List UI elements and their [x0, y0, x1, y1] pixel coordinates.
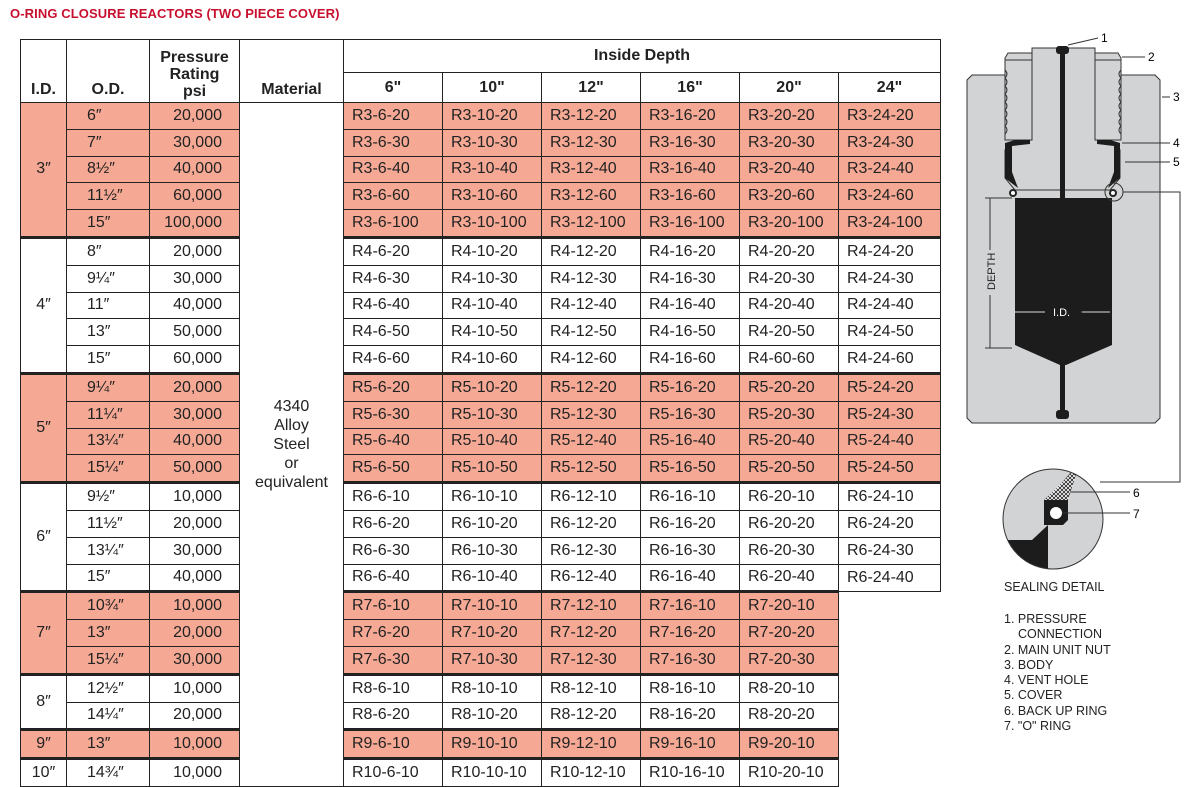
part-number-cell: R9-12-10: [542, 730, 641, 759]
header-depth-0: 6": [344, 73, 443, 103]
part-number-cell: R8-10-20: [443, 702, 542, 730]
part-number-cell: R8-12-10: [542, 674, 641, 702]
part-number-cell: R3-6-60: [344, 183, 443, 210]
part-number-cell: R3-20-100: [740, 210, 839, 238]
chamber: [1015, 198, 1112, 365]
part-number-cell: R5-10-30: [443, 401, 542, 428]
od-cell: 11¼″: [67, 401, 150, 428]
pressure-cell: 20,000: [150, 702, 240, 730]
part-number-cell: R3-20-30: [740, 129, 839, 156]
part-number-cell: R9-10-10: [443, 730, 542, 759]
od-cell: 11″: [67, 292, 150, 319]
part-number-cell: R7-20-20: [740, 620, 839, 647]
part-number-cell: R3-16-40: [641, 156, 740, 183]
legend: [1004, 612, 1111, 734]
part-number-cell: R6-16-20: [641, 510, 740, 537]
part-number-cell: R4-12-60: [542, 346, 641, 374]
od-cell: 13¼″: [67, 537, 150, 564]
part-number-cell: R4-6-60: [344, 346, 443, 374]
pressure-cell: 20,000: [150, 510, 240, 537]
part-number-cell: R4-12-40: [542, 292, 641, 319]
part-number-cell: R10-16-10: [641, 759, 740, 787]
id-cell: 7″: [21, 592, 67, 674]
part-number-cell: R5-10-50: [443, 455, 542, 483]
part-number-cell: R3-10-30: [443, 129, 542, 156]
part-number-cell: R3-6-30: [344, 129, 443, 156]
part-number-cell: R6-12-10: [542, 483, 641, 511]
part-number-cell: R5-20-50: [740, 455, 839, 483]
part-number-cell: R4-6-40: [344, 292, 443, 319]
header-depth-2: 12": [542, 73, 641, 103]
part-number-cell: R5-24-40: [839, 428, 941, 455]
part-number-cell: R4-6-20: [344, 237, 443, 265]
part-number-cell: R5-6-20: [344, 373, 443, 401]
part-number-cell: R4-10-60: [443, 346, 542, 374]
material-line: or: [284, 454, 299, 472]
od-cell: 13″: [67, 319, 150, 346]
part-number-cell: R3-12-100: [542, 210, 641, 238]
part-number-cell: R4-10-30: [443, 265, 542, 292]
callout-6: 6: [1133, 486, 1140, 500]
pressure-cell: 40,000: [150, 156, 240, 183]
legend-item: 2. MAIN UNIT NUT: [1004, 642, 1111, 657]
depth-label: DEPTH: [986, 252, 998, 290]
part-number-cell: R6-10-10: [443, 483, 542, 511]
material-line: Alloy: [274, 416, 309, 434]
pressure-cell: 10,000: [150, 759, 240, 787]
pressure-cell: 30,000: [150, 646, 240, 674]
part-number-cell: R3-12-30: [542, 129, 641, 156]
id-cell: 5″: [21, 373, 67, 482]
od-cell: 13″: [67, 730, 150, 759]
part-number-cell: R5-12-20: [542, 373, 641, 401]
header-inside-depth: Inside Depth: [344, 40, 941, 73]
legend-item: 1. PRESSURE: [1004, 612, 1087, 626]
part-number-cell: R5-20-30: [740, 401, 839, 428]
header-material: Material: [240, 40, 344, 103]
part-number-cell: R7-10-10: [443, 592, 542, 620]
part-number-cell: R4-16-50: [641, 319, 740, 346]
part-number-cell: R8-12-20: [542, 702, 641, 730]
part-number-cell: R3-24-60: [839, 183, 941, 210]
part-number-cell: R5-6-40: [344, 428, 443, 455]
callout-1: 1: [1101, 31, 1108, 45]
od-cell: 7″: [67, 129, 150, 156]
part-number-cell: R5-16-40: [641, 428, 740, 455]
pressure-cell: 10,000: [150, 483, 240, 511]
pressure-cell: 50,000: [150, 455, 240, 483]
part-number-cell: R6-24-20: [839, 510, 941, 537]
pressure-cell: 20,000: [150, 237, 240, 265]
pressure-cell: 60,000: [150, 183, 240, 210]
part-number-cell: R3-16-60: [641, 183, 740, 210]
pressure-cell: 10,000: [150, 674, 240, 702]
od-cell: 12½″: [67, 674, 150, 702]
header-pressure-line: psi: [182, 83, 207, 100]
od-cell: 15″: [67, 210, 150, 238]
part-number-cell: R4-20-20: [740, 237, 839, 265]
part-number-cell: R5-6-30: [344, 401, 443, 428]
header-depth-1: 10": [443, 73, 542, 103]
part-number-cell: R7-16-10: [641, 592, 740, 620]
legend-item: 5. COVER: [1004, 688, 1063, 703]
part-number-cell: R7-16-20: [641, 620, 740, 647]
pressure-cell: 10,000: [150, 592, 240, 620]
part-number-cell: R4-24-60: [839, 346, 941, 374]
od-cell: 9¼″: [67, 373, 150, 401]
part-number-cell: R6-12-20: [542, 510, 641, 537]
part-number-cell: R5-10-40: [443, 428, 542, 455]
pressure-cell: 50,000: [150, 319, 240, 346]
part-number-cell: R4-24-40: [839, 292, 941, 319]
part-number-cell: R7-10-30: [443, 646, 542, 674]
part-number-cell: R3-24-100: [839, 210, 941, 238]
part-number-cell: R3-10-40: [443, 156, 542, 183]
od-cell: 14¼″: [67, 702, 150, 730]
part-number-cell: R4-16-60: [641, 346, 740, 374]
od-cell: 9¼″: [67, 265, 150, 292]
pressure-cell: 30,000: [150, 265, 240, 292]
part-number-cell: R3-6-20: [344, 103, 443, 130]
od-cell: 11½″: [67, 510, 150, 537]
od-cell: 9½″: [67, 483, 150, 511]
part-number-cell: R8-6-10: [344, 674, 443, 702]
part-number-cell: R6-20-20: [740, 510, 839, 537]
part-number-cell: R5-6-50: [344, 455, 443, 483]
part-number-cell: R3-24-40: [839, 156, 941, 183]
id-cell: 8″: [21, 674, 67, 730]
part-number-cell: R3-12-60: [542, 183, 641, 210]
part-number-cell: R4-16-20: [641, 237, 740, 265]
pressure-cell: 20,000: [150, 103, 240, 130]
part-number-cell: R3-20-40: [740, 156, 839, 183]
part-number-cell: R7-6-20: [344, 620, 443, 647]
callout-3: 3: [1173, 90, 1180, 104]
part-number-cell: R7-12-20: [542, 620, 641, 647]
part-number-cell: R3-6-100: [344, 210, 443, 238]
part-number-cell: R5-20-20: [740, 373, 839, 401]
part-number-cell: R5-24-50: [839, 455, 941, 483]
pressure-cell: 30,000: [150, 401, 240, 428]
part-number-cell: R7-12-30: [542, 646, 641, 674]
part-number-cell: R3-12-40: [542, 156, 641, 183]
page-title: O-RING CLOSURE REACTORS (TWO PIECE COVER): [10, 6, 340, 21]
od-cell: 10¾″: [67, 592, 150, 620]
pressure-cell: 60,000: [150, 346, 240, 374]
pressure-cell: 10,000: [150, 730, 240, 759]
od-cell: 13″: [67, 620, 150, 647]
part-number-cell: R6-24-30: [839, 537, 941, 564]
material-line: 4340: [273, 397, 310, 415]
sealing-detail-icon: [1000, 462, 1120, 580]
part-number-cell: R3-10-100: [443, 210, 542, 238]
part-number-cell: R10-10-10: [443, 759, 542, 787]
part-number-cell: R6-10-20: [443, 510, 542, 537]
callout-7: 7: [1133, 507, 1140, 521]
part-number-cell: R4-10-40: [443, 292, 542, 319]
pressure-cell: 100,000: [150, 210, 240, 238]
part-number-cell: R5-16-20: [641, 373, 740, 401]
part-number-cell: R4-16-40: [641, 292, 740, 319]
part-number-cell: R4-6-30: [344, 265, 443, 292]
part-number-cell: R8-10-10: [443, 674, 542, 702]
part-number-cell: R4-10-50: [443, 319, 542, 346]
part-number-cell: R3-16-30: [641, 129, 740, 156]
part-number-cell: R6-24-10: [839, 483, 941, 511]
part-number-cell: R6-24-40: [839, 564, 941, 592]
legend-item: 3. BODY: [1004, 657, 1054, 672]
part-number-cell: R4-12-30: [542, 265, 641, 292]
od-cell: 15¼″: [67, 455, 150, 483]
part-number-cell: R6-6-40: [344, 564, 443, 592]
pressure-cell: 30,000: [150, 129, 240, 156]
part-number-cell: R6-20-40: [740, 564, 839, 592]
legend-item: 4. VENT HOLE: [1004, 673, 1089, 688]
part-number-cell: R10-6-10: [344, 759, 443, 787]
pressure-cell: 20,000: [150, 620, 240, 647]
header-depth-4: 20": [740, 73, 839, 103]
id-cell: 10″: [21, 759, 67, 787]
pressure-cell: 30,000: [150, 537, 240, 564]
part-number-cell: R3-6-40: [344, 156, 443, 183]
header-pressure-line: Rating: [169, 66, 220, 83]
part-number-cell: R3-12-20: [542, 103, 641, 130]
header-id: I.D.: [21, 40, 67, 103]
pressure-cell: 20,000: [150, 373, 240, 401]
part-number-cell: R8-20-10: [740, 674, 839, 702]
part-number-cell: R6-6-20: [344, 510, 443, 537]
part-number-cell: R4-60-60: [740, 346, 839, 374]
id-cell: 4″: [21, 237, 67, 373]
part-number-cell: R4-6-50: [344, 319, 443, 346]
part-number-cell: R5-24-30: [839, 401, 941, 428]
od-cell: 15″: [67, 564, 150, 592]
part-number-cell: R6-20-10: [740, 483, 839, 511]
id-cell: 9″: [21, 730, 67, 759]
part-number-cell: R6-10-40: [443, 564, 542, 592]
part-number-cell: R6-10-30: [443, 537, 542, 564]
header-depth-3: 16": [641, 73, 740, 103]
part-number-cell: R5-20-40: [740, 428, 839, 455]
part-number-cell: R4-24-30: [839, 265, 941, 292]
header-pressure-line: Pressure: [160, 49, 229, 66]
id-cell: 3″: [21, 103, 67, 238]
part-number-cell: R3-10-60: [443, 183, 542, 210]
part-number-cell: R7-12-10: [542, 592, 641, 620]
part-number-cell: R6-12-30: [542, 537, 641, 564]
od-cell: 13¼″: [67, 428, 150, 455]
od-cell: 8½″: [67, 156, 150, 183]
part-number-cell: R6-16-10: [641, 483, 740, 511]
part-number-cell: R6-6-10: [344, 483, 443, 511]
part-number-cell: R7-16-30: [641, 646, 740, 674]
part-number-cell: R7-20-30: [740, 646, 839, 674]
part-number-cell: R5-24-20: [839, 373, 941, 401]
part-number-cell: R4-24-50: [839, 319, 941, 346]
part-number-cell: R9-6-10: [344, 730, 443, 759]
od-cell: 15″: [67, 346, 150, 374]
part-number-cell: R4-20-50: [740, 319, 839, 346]
od-cell: 11½″: [67, 183, 150, 210]
od-cell: 8″: [67, 237, 150, 265]
part-number-cell: R4-10-20: [443, 237, 542, 265]
part-number-cell: R10-20-10: [740, 759, 839, 787]
part-number-cell: R7-6-10: [344, 592, 443, 620]
part-number-cell: R3-16-20: [641, 103, 740, 130]
part-number-cell: R4-16-30: [641, 265, 740, 292]
od-cell: 15¼″: [67, 646, 150, 674]
part-number-cell: R4-12-20: [542, 237, 641, 265]
pressure-cell: 40,000: [150, 292, 240, 319]
part-number-cell: R10-12-10: [542, 759, 641, 787]
part-number-cell: R5-12-50: [542, 455, 641, 483]
part-number-cell: R8-16-20: [641, 702, 740, 730]
part-number-cell: R9-16-10: [641, 730, 740, 759]
id-cell: 6″: [21, 483, 67, 592]
legend-item: 7. "O" RING: [1004, 719, 1072, 734]
part-number-cell: R3-16-100: [641, 210, 740, 238]
part-number-cell: R5-16-50: [641, 455, 740, 483]
part-number-cell: R5-12-30: [542, 401, 641, 428]
part-number-cell: R7-20-10: [740, 592, 839, 620]
part-number-cell: R6-12-40: [542, 564, 641, 592]
part-number-cell: R3-20-60: [740, 183, 839, 210]
part-number-cell: R3-20-20: [740, 103, 839, 130]
part-number-cell: R9-20-10: [740, 730, 839, 759]
part-number-cell: R3-10-20: [443, 103, 542, 130]
legend-item: 6. BACK UP RING: [1004, 703, 1108, 718]
legend-item: CONNECTION: [1018, 627, 1103, 642]
part-number-cell: R6-6-30: [344, 537, 443, 564]
part-number-cell: R6-20-30: [740, 537, 839, 564]
part-number-cell: R4-24-20: [839, 237, 941, 265]
part-number-cell: R5-10-20: [443, 373, 542, 401]
part-number-cell: R4-20-30: [740, 265, 839, 292]
part-number-cell: R5-12-40: [542, 428, 641, 455]
part-number-cell: R4-12-50: [542, 319, 641, 346]
part-number-cell: R3-24-30: [839, 129, 941, 156]
part-number-cell: R3-24-20: [839, 103, 941, 130]
callout-5: 5: [1173, 155, 1180, 169]
callout-2: 2: [1148, 50, 1155, 64]
callout-4: 4: [1173, 136, 1180, 150]
part-number-cell: R5-16-30: [641, 401, 740, 428]
part-number-cell: R7-6-30: [344, 646, 443, 674]
part-number-cell: R8-16-10: [641, 674, 740, 702]
od-cell: 14¾″: [67, 759, 150, 787]
id-label: I.D.: [1053, 307, 1071, 319]
part-number-cell: R6-16-40: [641, 564, 740, 592]
part-number-cell: R6-16-30: [641, 537, 740, 564]
part-number-cell: R4-20-40: [740, 292, 839, 319]
pressure-cell: 40,000: [150, 564, 240, 592]
part-number-cell: R8-6-20: [344, 702, 443, 730]
part-number-cell: R8-20-20: [740, 702, 839, 730]
header-od: O.D.: [67, 40, 150, 103]
part-number-cell: R7-10-20: [443, 620, 542, 647]
od-cell: 6″: [67, 103, 150, 130]
sealing-detail-caption: SEALING DETAIL: [1004, 580, 1105, 594]
material-line: Steel: [273, 435, 310, 453]
material-line: equivalent: [255, 473, 328, 491]
pressure-cell: 40,000: [150, 428, 240, 455]
header-depth-5: 24": [839, 73, 941, 103]
